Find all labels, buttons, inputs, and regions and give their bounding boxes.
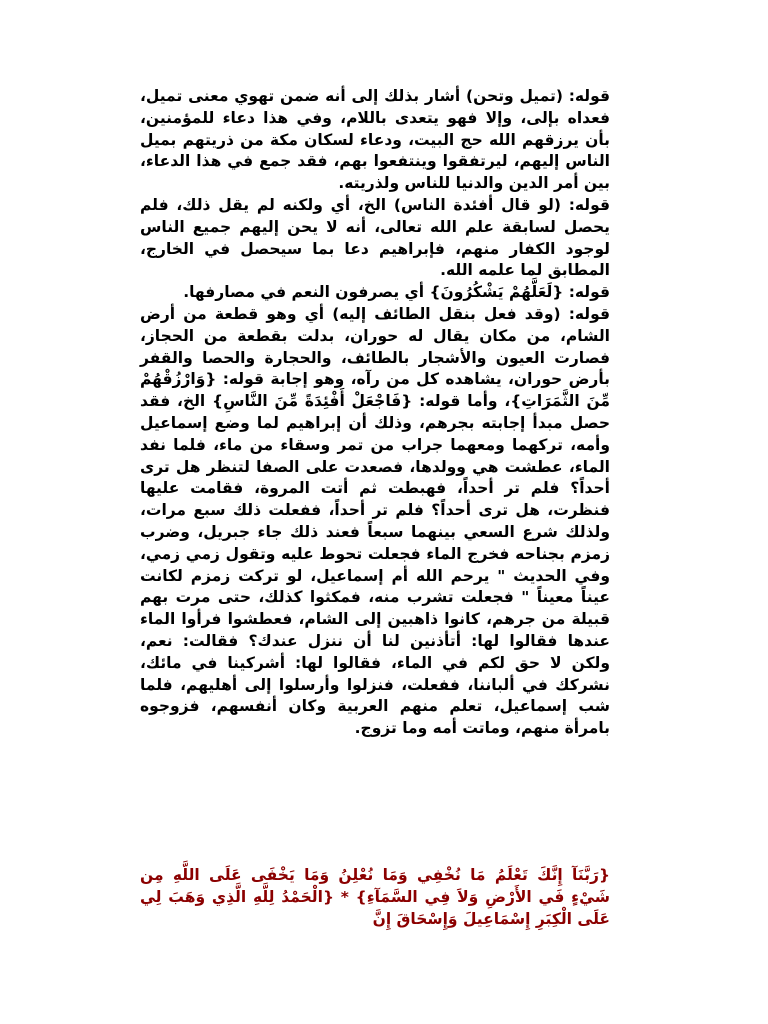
commentary-text <box>140 86 610 740</box>
commentary-paragraph: قوله: (لو قال أفئدة الناس) الخ، أي ولكنه لم يقل ذلك، فلم يحصل لسابقة علم الله تعالى، أنه لا يحن إليهم جميع الناس لوجود الكفار منهم، فإبراهيم دعا بما سيحصل في الخارج، المطابق لما علمه الله. <box>140 195 610 280</box>
quran-verse-block <box>140 864 610 930</box>
quran-verse-text: {رَبَّنَآ إِنَّكَ تَعْلَمُ مَا نُخْفِي وَمَا نُعْلِنُ وَمَا يَخْفَى عَلَى اللَّهِ مِن شَيْءٍ فَي الأَرْضِ وَلاَ فِي السَّمَآءِ} * {الْحَمْدُ لِلَّهِ الَّذِي وَهَبَ لِي عَلَى الْكِبَرِ إِسْمَاعِيلَ وَإِسْحَاقَ إِنَّ <box>140 866 610 928</box>
commentary-paragraph: قوله: (وقد فعل بنقل الطائف إليه) أي وهو قطعة من أرض الشام، من مكان يقال له حوران، بدلت بقطعة من الحجاز، فصارت العيون والأشجار بالطائف، والحجارة والحصا والقفر بأرض حوران، يشاهده كل من رآه، وهو إجابة قوله: {وَارْزُقْهُمْ مِّنَ الثَّمَرَاتِ}، وأما قوله: {فَاجْعَلْ أَفْئِدَةً مِّنَ النَّاسِ} الخ، فقد حصل مبدأ إجابته بجرهم، وذلك أن إبراهيم لما وضع إسماعيل وأمه، تركهما ومعهما جراب من تمر وسقاء من ماء، فلما نفد الماء، عطشت هي وولدها، فصعدت على الصفا لتنظر هل ترى أحداً؟ فلم تر أحداً، فهبطت ثم أتت المروة، فقامت عليها فنظرت، هل ترى أحداً؟ فلم تر أحداً، ففعلت ذلك سبع مرات، ولذلك شرع السعي بينهما سبعاً فعند ذلك جاء جبريل، وضرب زمزم بجناحه فخرج الماء فجعلت تحوط عليه وتقول زمي زمي، وفي الحديث " يرحم الله أم إسماعيل، لو تركت زمزم لكانت عيناً معيناً " فجعلت تشرب منه، فمكثوا كذلك، حتى مرت بهم قبيلة من جرهم، كانوا ذاهبين إلى الشام، فعطشوا فرأوا الماء عندها فقالوا لها: أتأذنين لنا أن ننزل عندك؟ فقالت: نعم، ولكن لا حق لكم في الماء، فقالوا لها: أشركينا في مائك، نشركك في ألباننا، ففعلت، فنزلوا وأرسلوا إلى أهليهم، فلما شب إسماعيل، تعلم منهم العربية وكان أنفسهم، فزوجوه بامرأة منهم، وماتت أمه وما تزوج. <box>140 304 610 738</box>
commentary-paragraph: قوله: {لَعَلَّهُمْ يَشْكُرُونَ} أي يصرفون النعم في مصارفها. <box>183 283 610 302</box>
commentary-paragraph: قوله: (تميل وتحن) أشار بذلك إلى أنه ضمن تهوي معنى تميل، فعداه بإلى، وإلا فهو يتعدى باللام، وفي هذا دعاء للمؤمنين، بأن يرزقهم الله حج البيت، ودعاء لسكان مكة من ذريتهم بميل الناس إليهم، ليرتفقوا وينتفعوا بهم، فقد جمع في هذا الدعاء، بين أمر الدين والدنيا للناس ولذريته. <box>140 87 610 193</box>
